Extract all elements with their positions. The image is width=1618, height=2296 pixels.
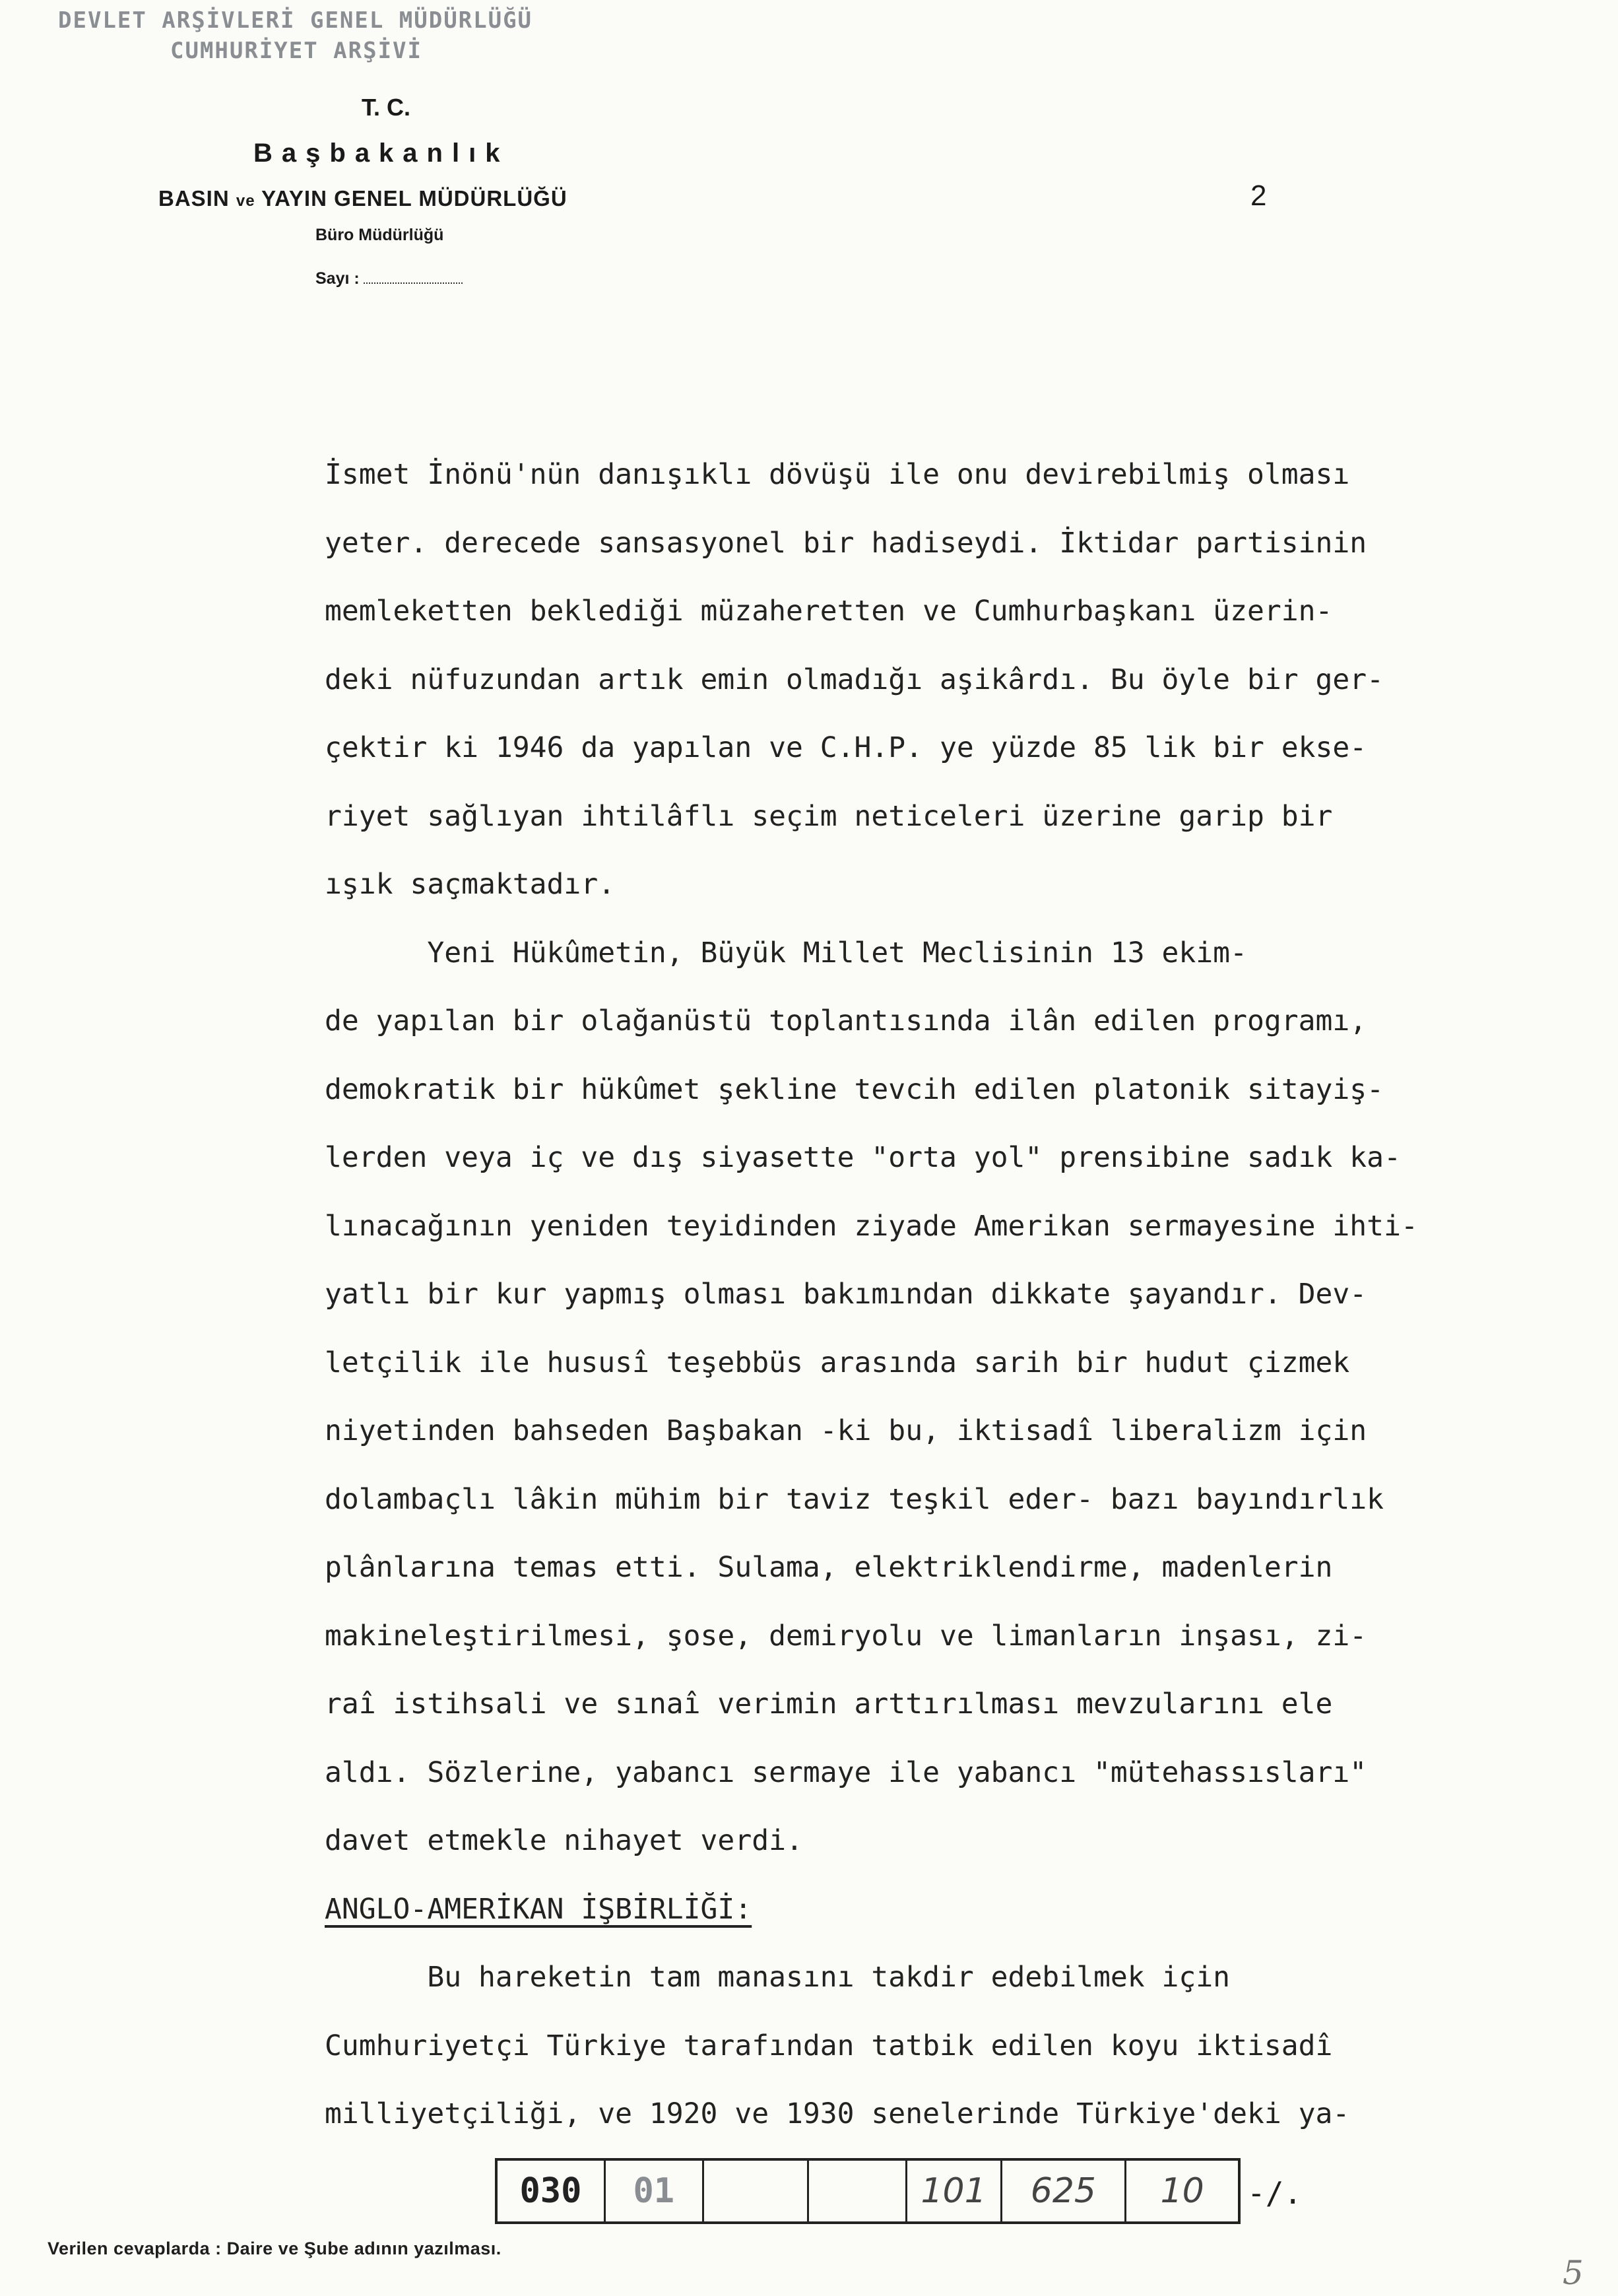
letterhead-office: Başbakanlık <box>253 139 509 168</box>
text-line: yeter. derecede sansasyonel bir hadiseydi. İktidar partisinin <box>325 526 1367 560</box>
text-line: Cumhuriyetçi Türkiye tarafından tatbik edilen koyu iktisadî <box>325 2029 1333 2062</box>
text-line: milliyetçiliği, ve 1920 ve 1930 senelerinde Türkiye'deki ya- <box>325 2097 1350 2130</box>
text-line: demokratik bir hükûmet şekline tevcih edilen platonik sitayiş- <box>325 1072 1384 1106</box>
archive-code-cell: 030 <box>498 2161 606 2221</box>
archive-code-cell: 01 <box>606 2161 704 2221</box>
text-line: plânlarına temas etti. Sulama, elektriklendirme, madenlerin <box>325 1551 1333 1584</box>
section-heading: ANGLO-AMERİKAN İŞBİRLİĞİ: <box>325 1892 752 1926</box>
text-line: makineleştirilmesi, şose, demiryolu ve limanların inşası, zi- <box>325 1619 1367 1653</box>
text-line: lınacağının yeniden teyidinden ziyade Amerikan sermayesine ihti- <box>325 1209 1418 1243</box>
text-line: niyetinden bahseden Başbakan -ki bu, iktisadî liberalizm için <box>325 1414 1367 1447</box>
archive-stamp-line2: CUMHURİYET ARŞİVİ <box>170 38 422 64</box>
archive-code-box <box>495 2158 1241 2224</box>
text-line: İsmet İnönü'nün danışıklı dövüşü ile onu devirebilmiş olması <box>325 458 1350 491</box>
archive-code-suffix: -/. <box>1247 2175 1303 2211</box>
directorate-ve: ve <box>236 192 255 210</box>
archive-code-cell <box>809 2161 907 2221</box>
text-line: letçilik ile hususî teşebbüs arasında sarih bir hudut çizmek <box>325 1346 1350 1379</box>
text-line: deki nüfuzundan artık emin olmadığı aşikârdı. Bu öyle bir ger- <box>325 663 1384 696</box>
archive-code-cell: 101 <box>907 2161 1002 2221</box>
number-label: Sayı : <box>315 269 360 288</box>
directorate-part-b: YAYIN GENEL MÜDÜRLÜĞÜ <box>261 186 567 211</box>
letterhead-tc: T. C. <box>362 94 411 121</box>
text-line: davet etmekle nihayet verdi. <box>325 1824 803 1857</box>
text-line: çektir ki 1946 da yapılan ve C.H.P. ye yüzde 85 lik bir ekse- <box>325 731 1367 764</box>
page-number: 2 <box>1250 180 1267 212</box>
document-body <box>325 441 1552 2149</box>
letterhead-bureau: Büro Müdürlüğü <box>315 226 444 244</box>
text-line: lerden veya iç ve dış siyasette "orta yol" prensibine sadık ka- <box>325 1141 1401 1174</box>
text-line: dolambaçlı lâkin mühim bir taviz teşkil eder- bazı bayındırlık <box>325 1482 1384 1516</box>
text-line: ışık saçmaktadır. <box>325 868 616 901</box>
text-line: Bu hareketin tam manasını takdir edebilmek için <box>325 1961 1231 1994</box>
letterhead-number <box>315 269 463 288</box>
text-line: memleketten beklediği müzaheretten ve Cumhurbaşkanı üzerin- <box>325 595 1333 628</box>
text-line: riyet sağlıyan ihtilâflı seçim neticeleri üzerine garip bir <box>325 799 1333 833</box>
letterhead-directorate <box>158 186 567 211</box>
footer-note: Verilen cevaplarda : Daire ve Şube adının yazılması. <box>48 2239 502 2258</box>
section-paragraph <box>325 1944 1552 2149</box>
number-dotted-line <box>364 271 463 284</box>
archive-code-cell: 625 <box>1002 2161 1127 2221</box>
directorate-part-a: BASIN <box>158 186 230 211</box>
text-line: de yapılan bir olağanüstü toplantısında ilân edilen programı, <box>325 1004 1367 1037</box>
corner-mark: 5 <box>1563 2254 1584 2292</box>
archive-code-cell <box>704 2161 809 2221</box>
archive-stamp <box>58 5 533 66</box>
archive-code-cell: 10 <box>1160 2171 1204 2211</box>
body-paragraphs <box>325 441 1552 1876</box>
text-line: aldı. Sözlerine, yabancı sermaye ile yabancı "mütehassısları" <box>325 1755 1367 1789</box>
text-line: Yeni Hükûmetin, Büyük Millet Meclisinin 13 ekim- <box>325 936 1247 969</box>
archive-stamp-line1: DEVLET ARŞİVLERİ GENEL MÜDÜRLÜĞÜ <box>58 7 533 34</box>
text-line: raî istihsali ve sınaî verimin arttırılması mevzularını ele <box>325 1688 1333 1721</box>
text-line: yatlı bir kur yapmış olması bakımından dikkate şayandır. Dev- <box>325 1278 1367 1311</box>
